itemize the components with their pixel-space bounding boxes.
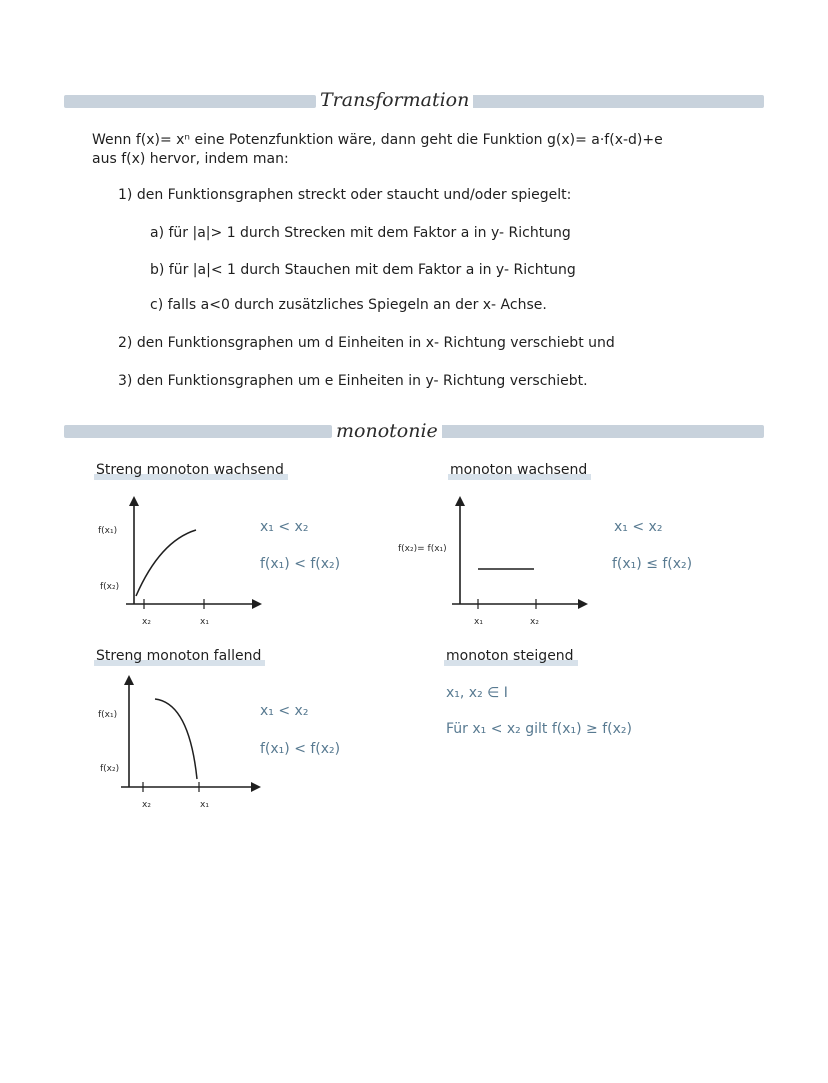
wachsend-graph [446, 496, 596, 626]
steigend-label: monoton steigend [444, 648, 578, 666]
sw-x-left: x₂ [142, 617, 151, 627]
step-2: 2) den Funktionsgraphen um d Einheiten in x- Richtung verschiebt und [118, 335, 615, 351]
streng-fallend-graph [115, 675, 265, 805]
w-y-label: f(x₂)= f(x₁) [398, 544, 447, 554]
streng-fallend-label: Streng monoton fallend [94, 648, 265, 666]
sw-y-bottom: f(x₂) [100, 582, 120, 592]
sf-x-right: x₁ [200, 800, 209, 810]
w-x-left: x₁ [474, 617, 483, 627]
sf-y-top: f(x₁) [98, 710, 118, 720]
sf-x-left: x₂ [142, 800, 151, 810]
steigend-line-2: Für x₁ < x₂ gilt f(x₁) ≥ f(x₂) [446, 721, 632, 737]
monotonie-band-left [64, 425, 332, 438]
sf-condition-1: x₁ < x₂ [260, 703, 309, 719]
monotonie-heading: monotonie [332, 420, 442, 442]
steigend-line-1: x₁, x₂ ∈ I [446, 685, 508, 701]
sf-y-bottom: f(x₂) [100, 764, 120, 774]
step-1c: c) falls a<0 durch zusätzliches Spiegeln an der x- Achse. [150, 297, 547, 313]
wachsend-label: monoton wachsend [448, 462, 591, 480]
intro-line-2: aus f(x) hervor, indem man: [92, 151, 289, 167]
streng-wachsend-graph [120, 496, 270, 626]
sw-condition-1: x₁ < x₂ [260, 519, 309, 535]
transformation-heading: Transformation [316, 89, 473, 111]
step-1b: b) für |a|< 1 durch Stauchen mit dem Faktor a in y- Richtung [150, 262, 576, 278]
w-x-right: x₂ [530, 617, 539, 627]
sw-condition-2: f(x₁) < f(x₂) [260, 556, 341, 572]
step-1a: a) für |a|> 1 durch Strecken mit dem Faktor a in y- Richtung [150, 225, 571, 241]
streng-wachsend-label: Streng monoton wachsend [94, 462, 288, 480]
w-condition-1: x₁ < x₂ [614, 519, 663, 535]
monotonie-band-right [430, 425, 764, 438]
intro-line-1: Wenn f(x)= xⁿ eine Potenzfunktion wäre, dann geht die Funktion g(x)= a·f(x-d)+e [92, 132, 663, 148]
transformation-band-left [64, 95, 316, 108]
step-3: 3) den Funktionsgraphen um e Einheiten in y- Richtung verschiebt. [118, 373, 588, 389]
step-1: 1) den Funktionsgraphen streckt oder staucht und/oder spiegelt: [118, 187, 572, 203]
w-condition-2: f(x₁) ≤ f(x₂) [612, 556, 693, 572]
sf-condition-2: f(x₁) < f(x₂) [260, 741, 341, 757]
sw-x-right: x₁ [200, 617, 209, 627]
transformation-band-right [458, 95, 764, 108]
sw-y-top: f(x₁) [98, 526, 118, 536]
